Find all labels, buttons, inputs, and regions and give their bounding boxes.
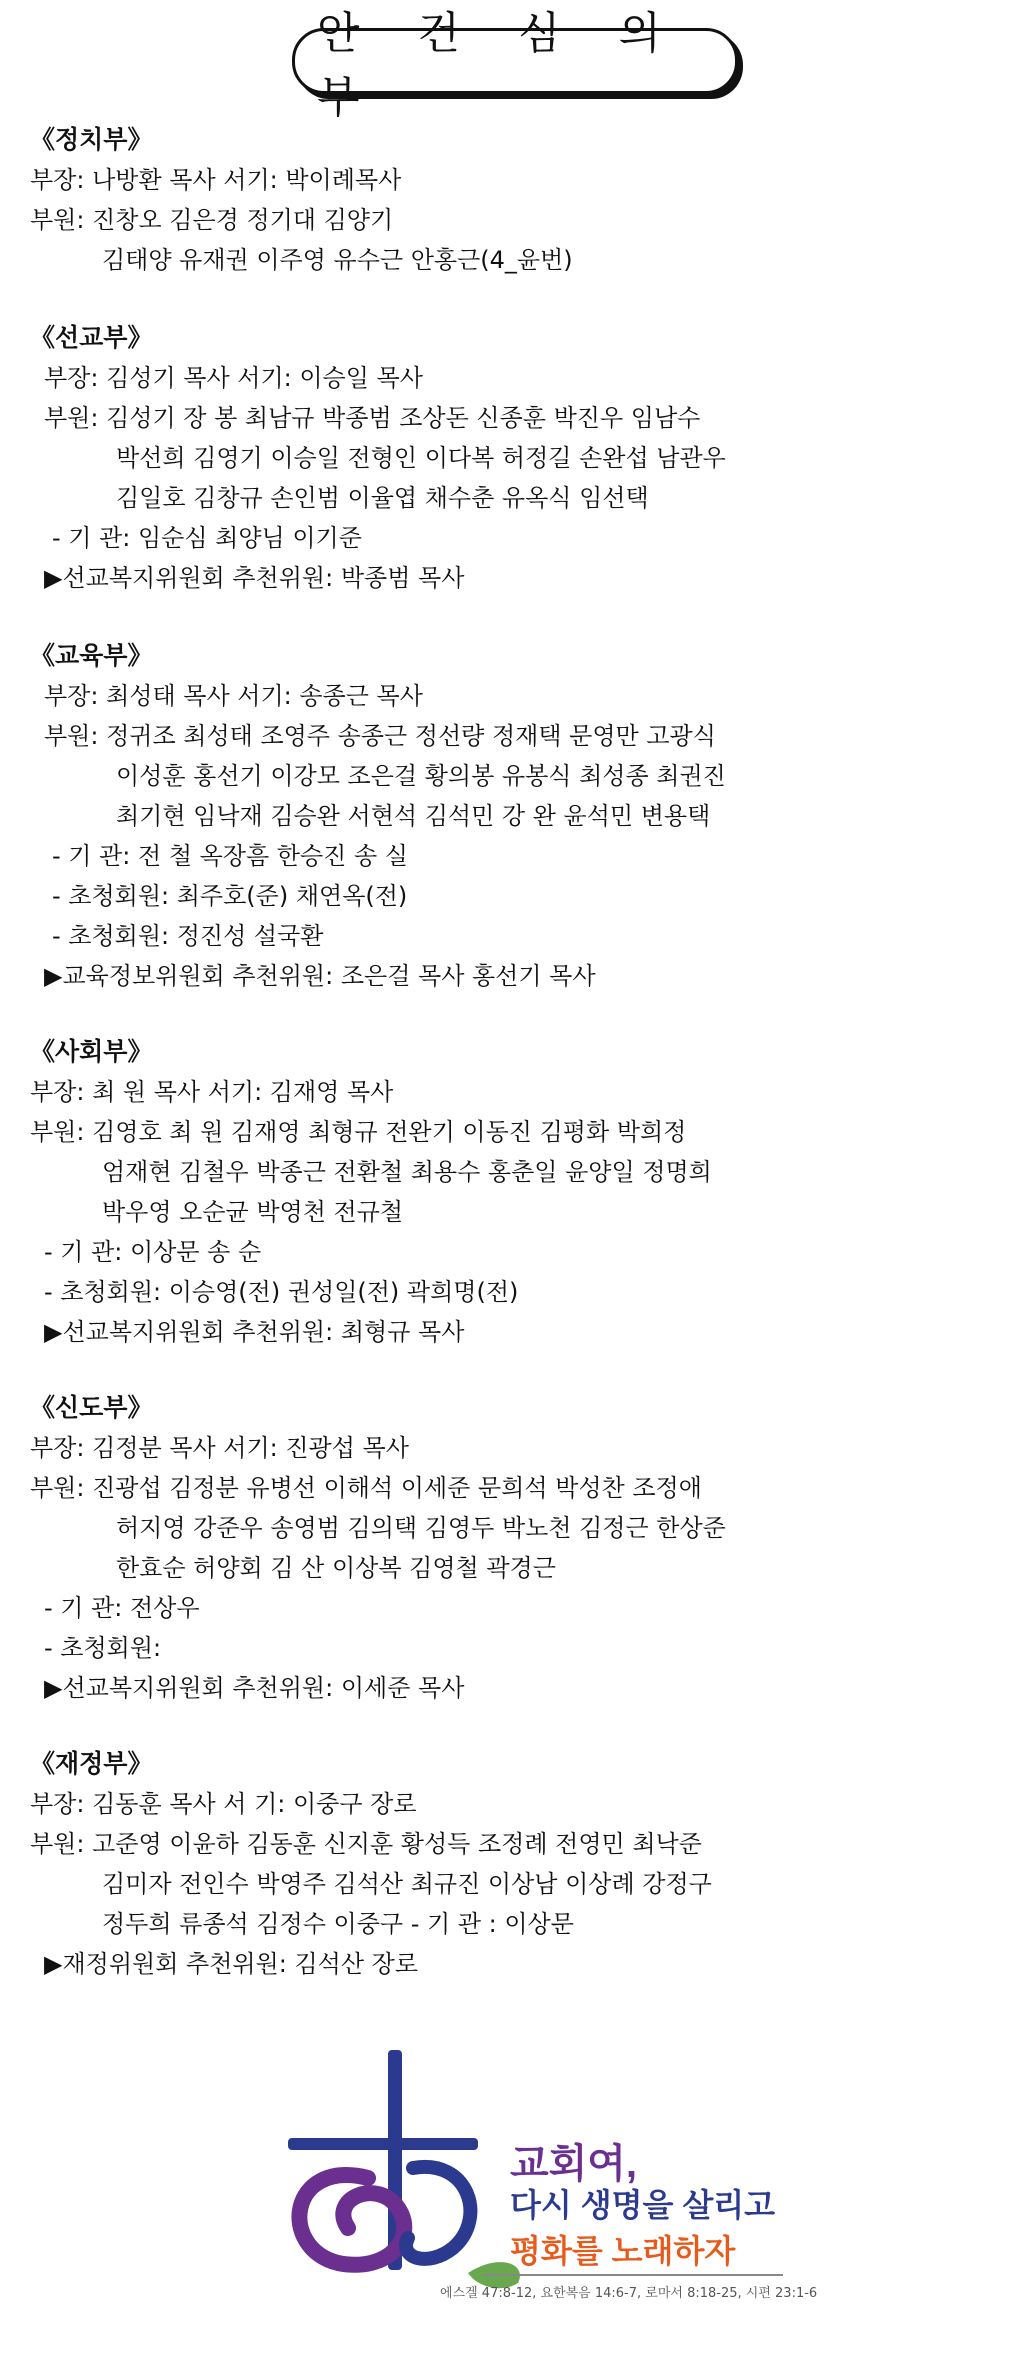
title-box xyxy=(292,8,738,123)
section-line: - 초청회원: xyxy=(44,1634,162,1662)
section-line: - 초청회원: 정진성 설국환 xyxy=(52,922,324,950)
section-line: ▶선교복지위원회 추천위원: 박종범 목사 xyxy=(44,564,465,592)
section-finance xyxy=(30,1744,712,1984)
section-line: 엄재현 김철우 박종근 전환철 최용수 홍춘일 윤양일 정명희 xyxy=(102,1158,712,1186)
section-title: 《선교부》 xyxy=(30,323,153,352)
section-politics xyxy=(30,120,573,280)
section-line: ▶선교복지위원회 추천위원: 이세준 목사 xyxy=(44,1674,465,1702)
section-line: - 초청회원: 최주호(준) 채연옥(전) xyxy=(52,882,408,910)
section-title: 《교육부》 xyxy=(30,641,153,670)
section-line: - 초청회원: 이승영(전) 권성일(전) 곽희명(전) xyxy=(44,1278,519,1306)
section-education xyxy=(30,636,726,996)
section-line: 허지영 강준우 송영범 김의택 김영두 박노천 김정근 한상준 xyxy=(116,1514,726,1542)
section-line: 부원: 고준영 이윤하 김동훈 신지훈 황성득 조정례 전영민 최낙준 xyxy=(30,1830,702,1858)
section-society xyxy=(30,1032,712,1352)
section-title: 《정치부》 xyxy=(30,125,153,154)
section-line: ▶교육정보위원회 추천위원: 조은걸 목사 홍선기 목사 xyxy=(44,962,596,990)
section-line: 최기현 임낙재 김승완 서현석 김석민 강 완 윤석민 변용택 xyxy=(116,802,711,830)
section-mission xyxy=(30,318,726,598)
section-line: 박선희 김영기 이승일 전형인 이다복 허정길 손완섭 남관우 xyxy=(116,444,726,472)
section-line: - 기 관: 임순심 최양님 이기준 xyxy=(52,524,362,552)
section-line: 한효순 허양회 김 산 이상복 김영철 곽경근 xyxy=(116,1554,556,1582)
verse-reference: 에스겔 47:8-12, 요한복음 14:6-7, 로마서 8:18-25, 시편 23:1-6 xyxy=(440,2286,818,2301)
section-line: 부장: 김성기 목사 서기: 이승일 목사 xyxy=(44,364,423,392)
slogan-line-1: 교회여, xyxy=(510,2142,638,2186)
section-line: 부장: 김정분 목사 서기: 진광섭 목사 xyxy=(30,1434,409,1462)
section-line: 이성훈 홍선기 이강모 조은걸 황의봉 유봉식 최성종 최권진 xyxy=(116,762,726,790)
section-line: 김미자 전인수 박영주 김석산 최규진 이상남 이상례 강정구 xyxy=(102,1870,712,1898)
slogan-line-3: 평화를 노래하자 xyxy=(510,2233,736,2269)
section-line: - 기 관: 전 철 옥장흠 한승진 송 실 xyxy=(52,842,408,870)
section-line: 김일호 김창규 손인범 이율엽 채수춘 유옥식 임선택 xyxy=(116,484,649,512)
section-line: 부원: 김영호 최 원 김재영 최형규 전완기 이동진 김평화 박희정 xyxy=(30,1118,687,1146)
section-line: - 기 관: 전상우 xyxy=(44,1594,200,1622)
section-line: 부원: 진광섭 김정분 유병선 이해석 이세준 문희석 박성찬 조정애 xyxy=(30,1474,702,1502)
section-line: 부장: 김동훈 목사 서 기: 이중구 장로 xyxy=(30,1790,417,1818)
section-laity xyxy=(30,1388,726,1708)
section-line: 부장: 최 원 목사 서기: 김재영 목사 xyxy=(30,1078,394,1106)
section-line: 부원: 진창오 김은경 정기대 김양기 xyxy=(30,206,394,234)
section-line: 부원: 정귀조 최성태 조영주 송종근 정선량 정재택 문영만 고광식 xyxy=(44,722,716,750)
section-title: 《사회부》 xyxy=(30,1037,153,1066)
slogan-line-2: 다시 생명을 살리고 xyxy=(510,2187,776,2223)
section-line: ▶선교복지위원회 추천위원: 최형규 목사 xyxy=(44,1318,465,1346)
section-line: 부장: 나방환 목사 서기: 박이례목사 xyxy=(30,166,402,194)
section-line: 부장: 최성태 목사 서기: 송종근 목사 xyxy=(44,682,423,710)
section-line: ▶재정위원회 추천위원: 김석산 장로 xyxy=(44,1950,419,1978)
page-title: 안 건 심 의 부 xyxy=(317,8,683,123)
section-line: 부원: 김성기 장 봉 최남규 박종범 조상돈 신종훈 박진우 임남수 xyxy=(44,404,701,432)
section-line: 박우영 오순균 박영천 전규철 xyxy=(102,1198,404,1226)
section-line: 정두희 류종석 김정수 이중구 - 기 관 : 이상문 xyxy=(102,1910,574,1938)
section-title: 《신도부》 xyxy=(30,1393,153,1422)
section-line: - 기 관: 이상문 송 순 xyxy=(44,1238,262,1266)
section-title: 《재정부》 xyxy=(30,1749,153,1778)
section-line: 김태양 유재권 이주영 유수근 안홍근(4_윤번) xyxy=(102,246,573,274)
